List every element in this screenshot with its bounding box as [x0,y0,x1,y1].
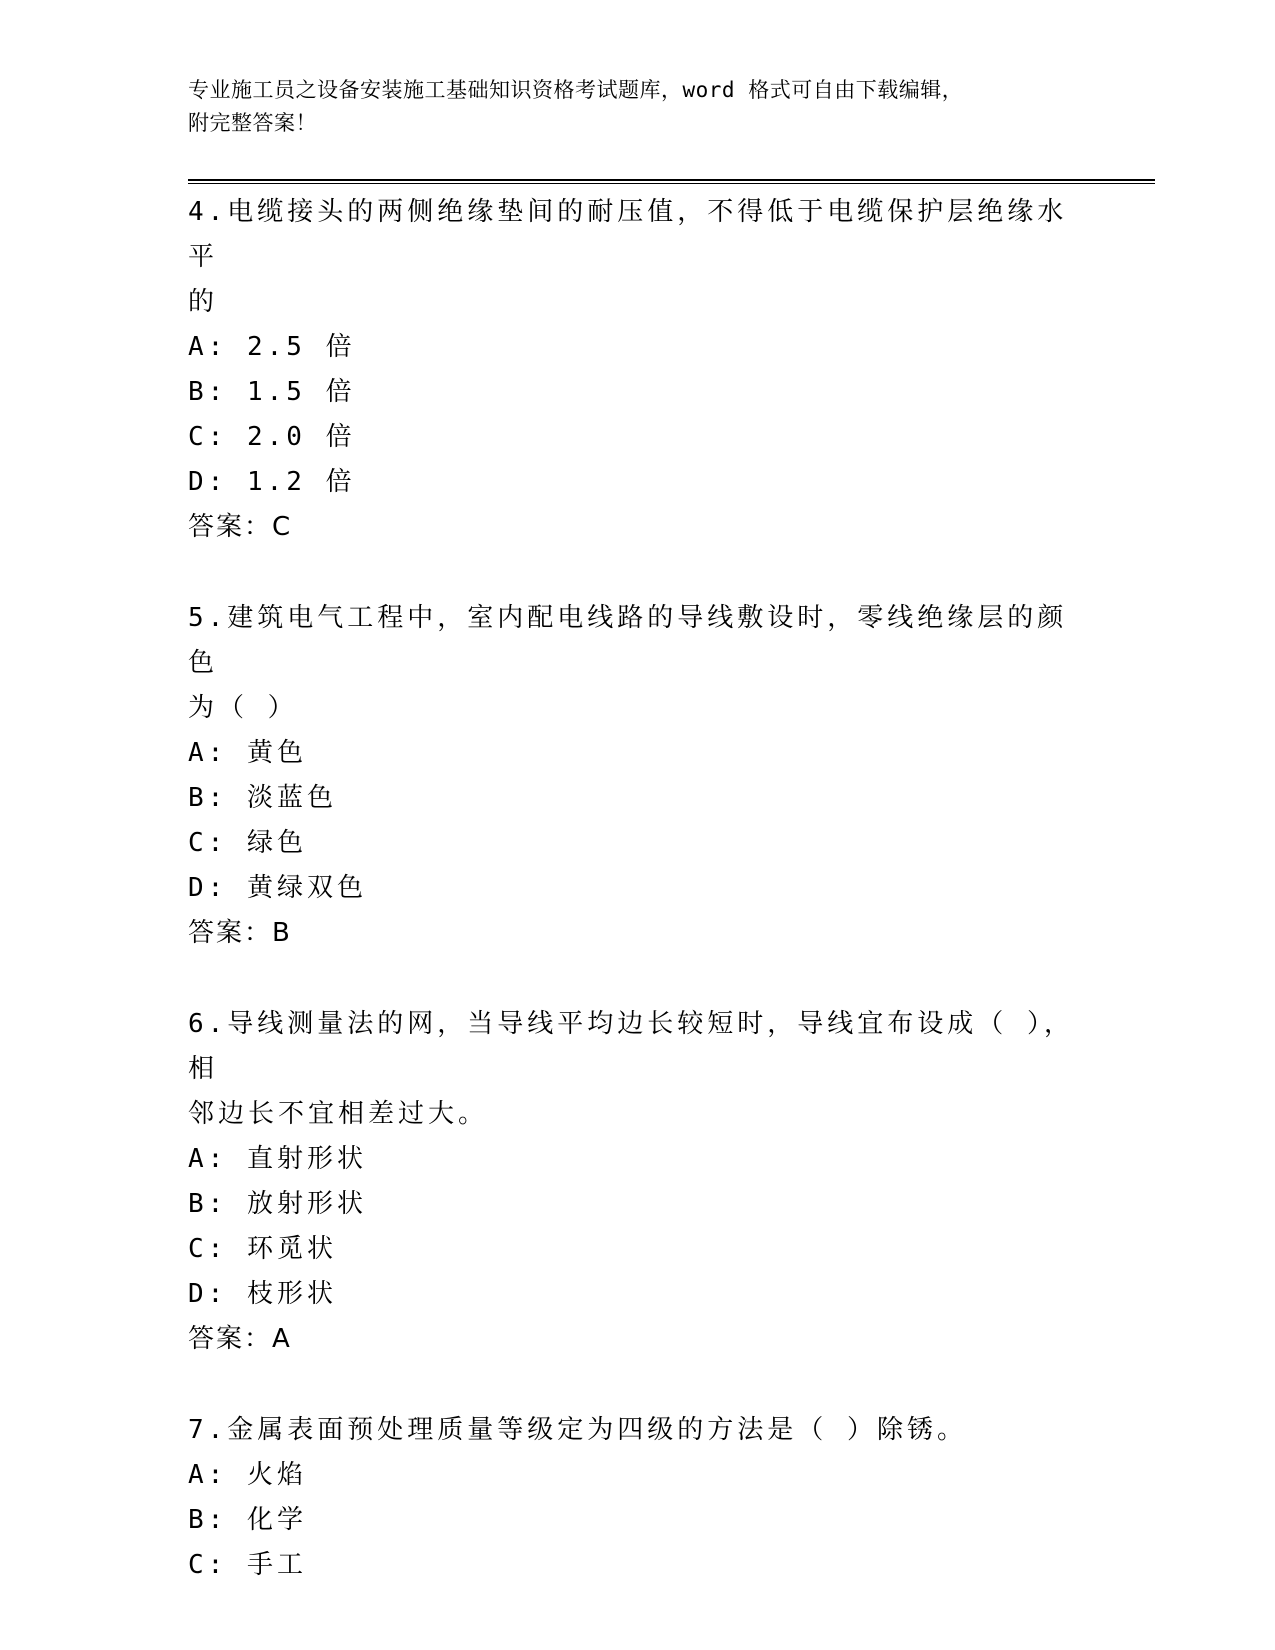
option-a: A: 2.5 倍 [188,332,356,362]
question-stem-line: 5.建筑电气工程中，室内配电线路的导线敷设时，零线绝缘层的颜色 [188,603,1068,678]
question-stem-line: 为（ ） [188,693,298,723]
question-stem-line: 4.电缆接头的两侧绝缘垫间的耐压值，不得低于电缆保护层绝缘水平 [188,197,1068,272]
option-c: C: 手工 [188,1550,307,1580]
question-stem [188,1408,1088,1453]
question-6 [188,1002,1088,1362]
header-divider-thick [188,179,1155,181]
question-stem-line: 的 [188,287,219,317]
header-divider-thin [188,183,1155,184]
question-4 [188,190,1088,550]
answer: 答案：C [188,512,293,542]
header-line-1: 专业施工员之设备安装施工基础知识资格考试题库，word 格式可自由下载编辑， [188,78,964,102]
question-7 [188,1408,1088,1588]
option-b: B: 1.5 倍 [188,377,356,407]
option-c: C: 绿色 [188,828,307,858]
option-a: A: 黄色 [188,738,307,768]
question-stem-line: 邻边长不宜相差过大。 [188,1099,489,1129]
question-stem-line: 7.金属表面预处理质量等级定为四级的方法是（ ）除锈。 [188,1415,967,1445]
option-a: A: 直射形状 [188,1144,367,1174]
question-stem [188,1002,1088,1137]
question-stem [188,190,1088,325]
document-header [188,74,1068,140]
answer: 答案：A [188,1324,292,1354]
option-d: D: 1.2 倍 [188,467,356,497]
option-b: B: 化学 [188,1505,307,1535]
option-d: D: 枝形状 [188,1279,337,1309]
question-stem [188,596,1088,731]
question-5 [188,596,1088,956]
option-a: A: 火焰 [188,1460,307,1490]
answer: 答案：B [188,918,292,948]
question-list [188,190,1088,1634]
question-stem-line: 6.导线测量法的网，当导线平均边长较短时，导线宜布设成（ ），相 [188,1009,1074,1084]
header-line-2: 附完整答案！ [188,111,317,135]
option-d: D: 黄绿双色 [188,873,367,903]
option-c: C: 环觅状 [188,1234,337,1264]
option-b: B: 放射形状 [188,1189,367,1219]
option-c: C: 2.0 倍 [188,422,356,452]
option-b: B: 淡蓝色 [188,783,337,813]
